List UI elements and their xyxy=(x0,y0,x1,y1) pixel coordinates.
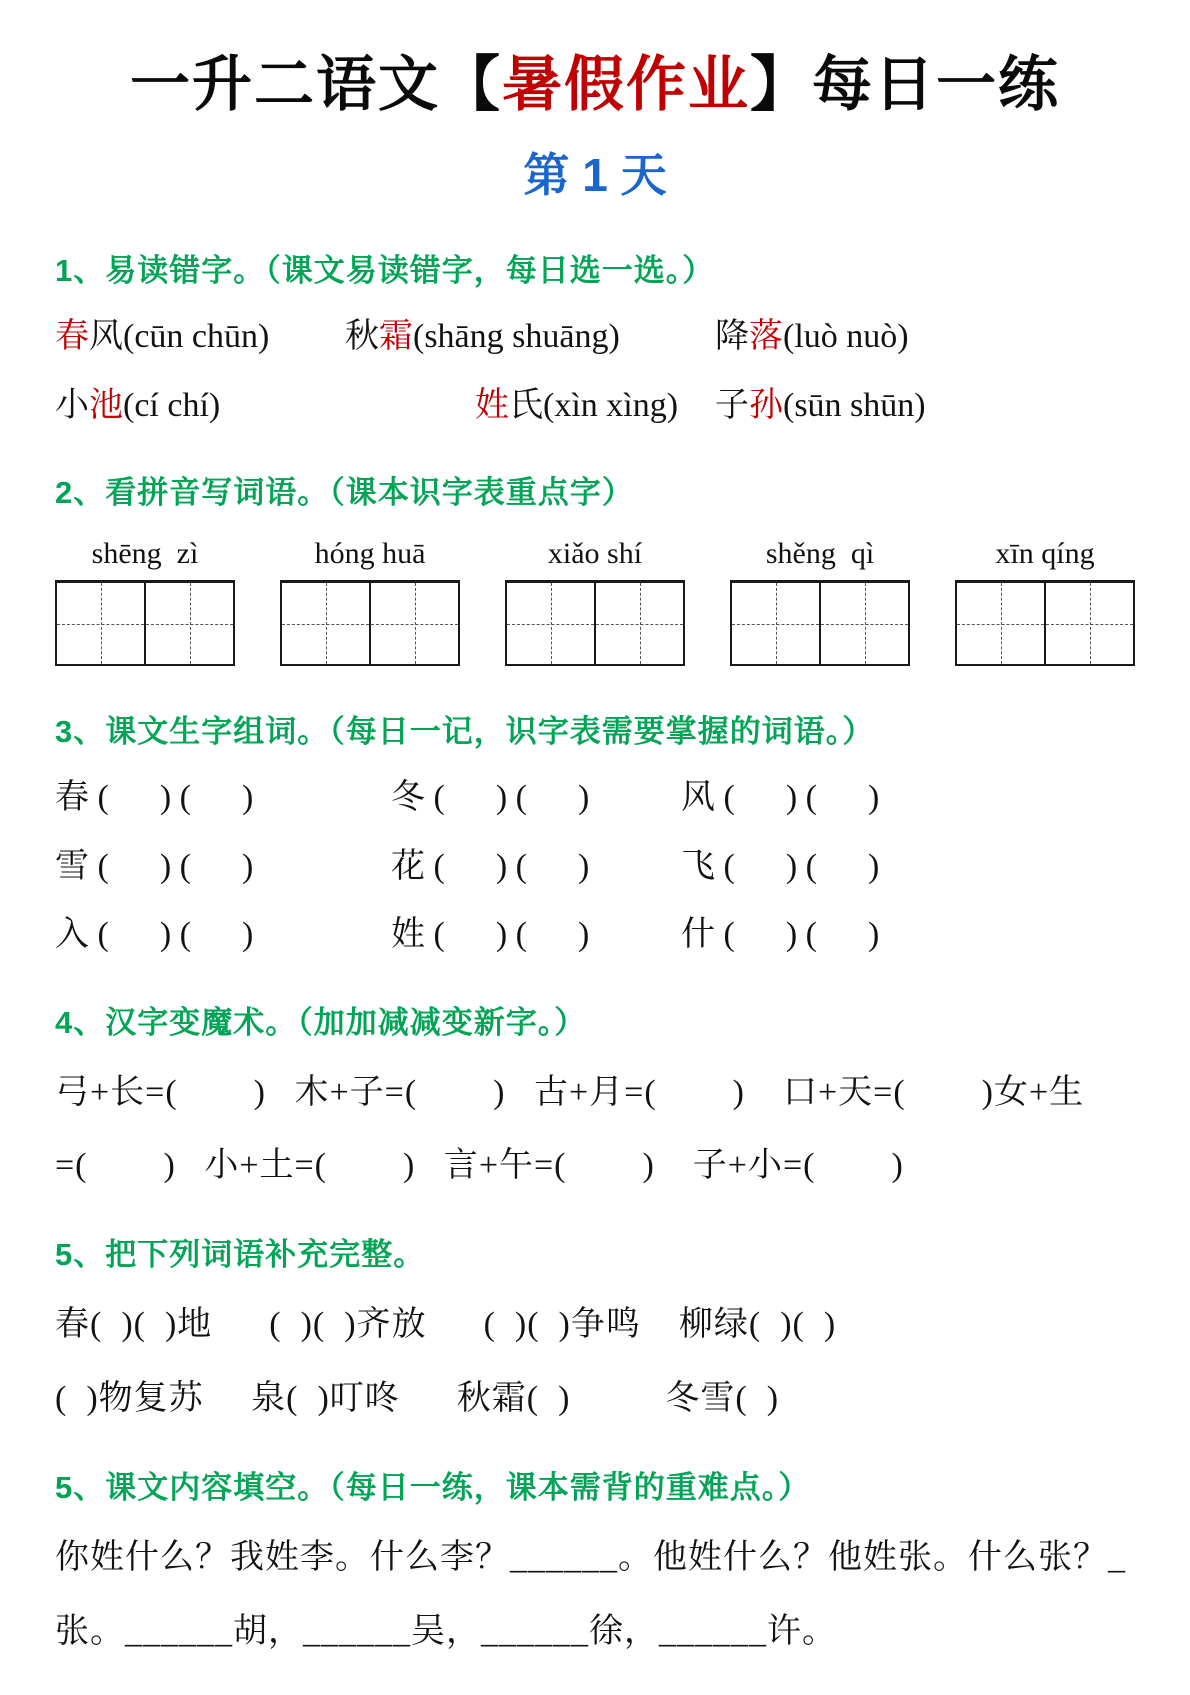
word-part: (shāng shuāng) xyxy=(413,318,620,355)
section-6-heading: 5、课文内容填空。（每日一练，课本需背的重难点。） xyxy=(55,1470,811,1506)
section-5-heading: 5、把下列词语补充完整。 xyxy=(55,1237,426,1273)
word-part: 氏(xìn xìng) xyxy=(509,386,679,424)
word-item xyxy=(55,316,345,359)
writing-grid xyxy=(955,580,1135,666)
word-part: 风(cūn chūn) xyxy=(89,318,270,355)
pinyin-label: xīn qíng xyxy=(995,537,1095,570)
exercise-line: 张。______胡，______吴，______徐，______许。 xyxy=(55,1612,837,1650)
word-part: 小 xyxy=(55,386,89,424)
section-3-row-1 xyxy=(55,777,1135,820)
exercise-line: ( )物复苏 泉( )叮咚 秋霜( ) 冬雪( ) xyxy=(55,1380,780,1418)
section-3-heading: 3、课文生字组词。（每日一记，识字表需要掌握的词语。） xyxy=(55,714,875,749)
word-part-red: 池 xyxy=(89,386,123,424)
word-blank-item: 姓 ( ) ( ) xyxy=(391,916,590,953)
word-part: (luò nuò) xyxy=(783,318,909,355)
word-part: (cí chí) xyxy=(123,386,221,424)
worksheet-title xyxy=(55,50,1135,119)
tianzige-cell xyxy=(957,583,1044,664)
word-blank-item: 入 ( ) ( ) xyxy=(55,916,254,953)
section-3-row-3 xyxy=(55,914,1135,957)
word-part: (sūn shūn) xyxy=(783,386,926,424)
tianzige-cell xyxy=(594,583,683,664)
word-part: 降 xyxy=(715,318,749,355)
tianzige-cell xyxy=(144,583,233,664)
writing-grid-block xyxy=(955,534,1135,666)
tianzige-cell xyxy=(819,583,908,664)
section-1-row-2 xyxy=(55,385,1135,428)
word-blank-item: 雪 ( ) ( ) xyxy=(55,847,254,885)
writing-grid-block xyxy=(505,534,685,666)
writing-grid-block xyxy=(280,534,460,666)
section-1-heading: 1、易读错字。（课文易读错字，每日选一选。） xyxy=(55,253,715,288)
word-item xyxy=(55,385,475,428)
tianzige-cell xyxy=(507,583,594,664)
pinyin-label: shěng qì xyxy=(765,537,875,570)
section-2-heading: 2、看拼音写词语。（课本识字表重点字） xyxy=(55,475,634,510)
writing-grid xyxy=(730,580,910,666)
tianzige-cell xyxy=(732,583,819,664)
tianzige-cell xyxy=(282,583,369,664)
pinyin-label: xiǎo shí xyxy=(547,537,643,570)
day-subtitle: 第 1 天 xyxy=(523,149,667,201)
exercise-line: 弓+长=( ) 木+子=( ) 古+月=( ) 口+天=( )女+生 xyxy=(55,1073,1085,1111)
word-part-red: 落 xyxy=(749,318,783,355)
word-blank-item: 冬 ( ) ( ) xyxy=(391,779,590,816)
exercise-line: 春( )( )地 ( )( )齐放 ( )( )争鸣 柳绿( )( ) xyxy=(55,1306,837,1344)
writing-grid xyxy=(280,580,460,666)
exercise-line: 你姓什么？我姓李。什么李？______。他姓什么？他姓张。什么张？_ xyxy=(55,1539,1126,1577)
title-highlight: 暑假作业 xyxy=(502,51,750,118)
word-blank-item: 什 ( ) ( ) xyxy=(681,916,880,953)
word-item xyxy=(475,385,715,428)
title-text-post: 】每日一练 xyxy=(750,51,1060,118)
pinyin-label: shēng zì xyxy=(91,537,199,570)
tianzige-cell xyxy=(57,583,144,664)
tianzige-cell xyxy=(369,583,458,664)
title-text-pre: 一升二语文【 xyxy=(130,51,502,118)
word-part-red: 霜 xyxy=(379,318,413,355)
word-part-red: 姓 xyxy=(475,386,509,424)
section-4-heading: 4、汉字变魔术。（加加减减变新字。） xyxy=(55,1004,587,1040)
word-part: 秋 xyxy=(345,318,379,355)
writing-grid-block xyxy=(730,534,910,666)
tianzige-cell xyxy=(1044,583,1133,664)
word-item xyxy=(715,385,1135,428)
word-item xyxy=(715,316,1135,359)
writing-grid xyxy=(505,580,685,666)
word-item xyxy=(345,316,715,359)
word-blank-item: 花 ( ) ( ) xyxy=(391,847,590,885)
word-blank-item: 飞 ( ) ( ) xyxy=(681,847,880,885)
section-3-row-2 xyxy=(55,846,1135,889)
pinyin-label: hóng huā xyxy=(314,537,426,570)
word-part-red: 春 xyxy=(55,318,89,355)
writing-grid-block xyxy=(55,534,235,666)
word-part: 子 xyxy=(715,386,749,424)
pinyin-writing-grids xyxy=(55,534,1135,666)
word-blank-item: 风 ( ) ( ) xyxy=(681,779,880,816)
word-blank-item: 春 ( ) ( ) xyxy=(55,779,254,816)
exercise-line: =( ) 小+土=( ) 言+午=( ) 子+小=( ) xyxy=(55,1147,904,1185)
word-part-red: 孙 xyxy=(749,386,783,424)
writing-grid xyxy=(55,580,235,666)
section-1-row-1 xyxy=(55,316,1135,359)
